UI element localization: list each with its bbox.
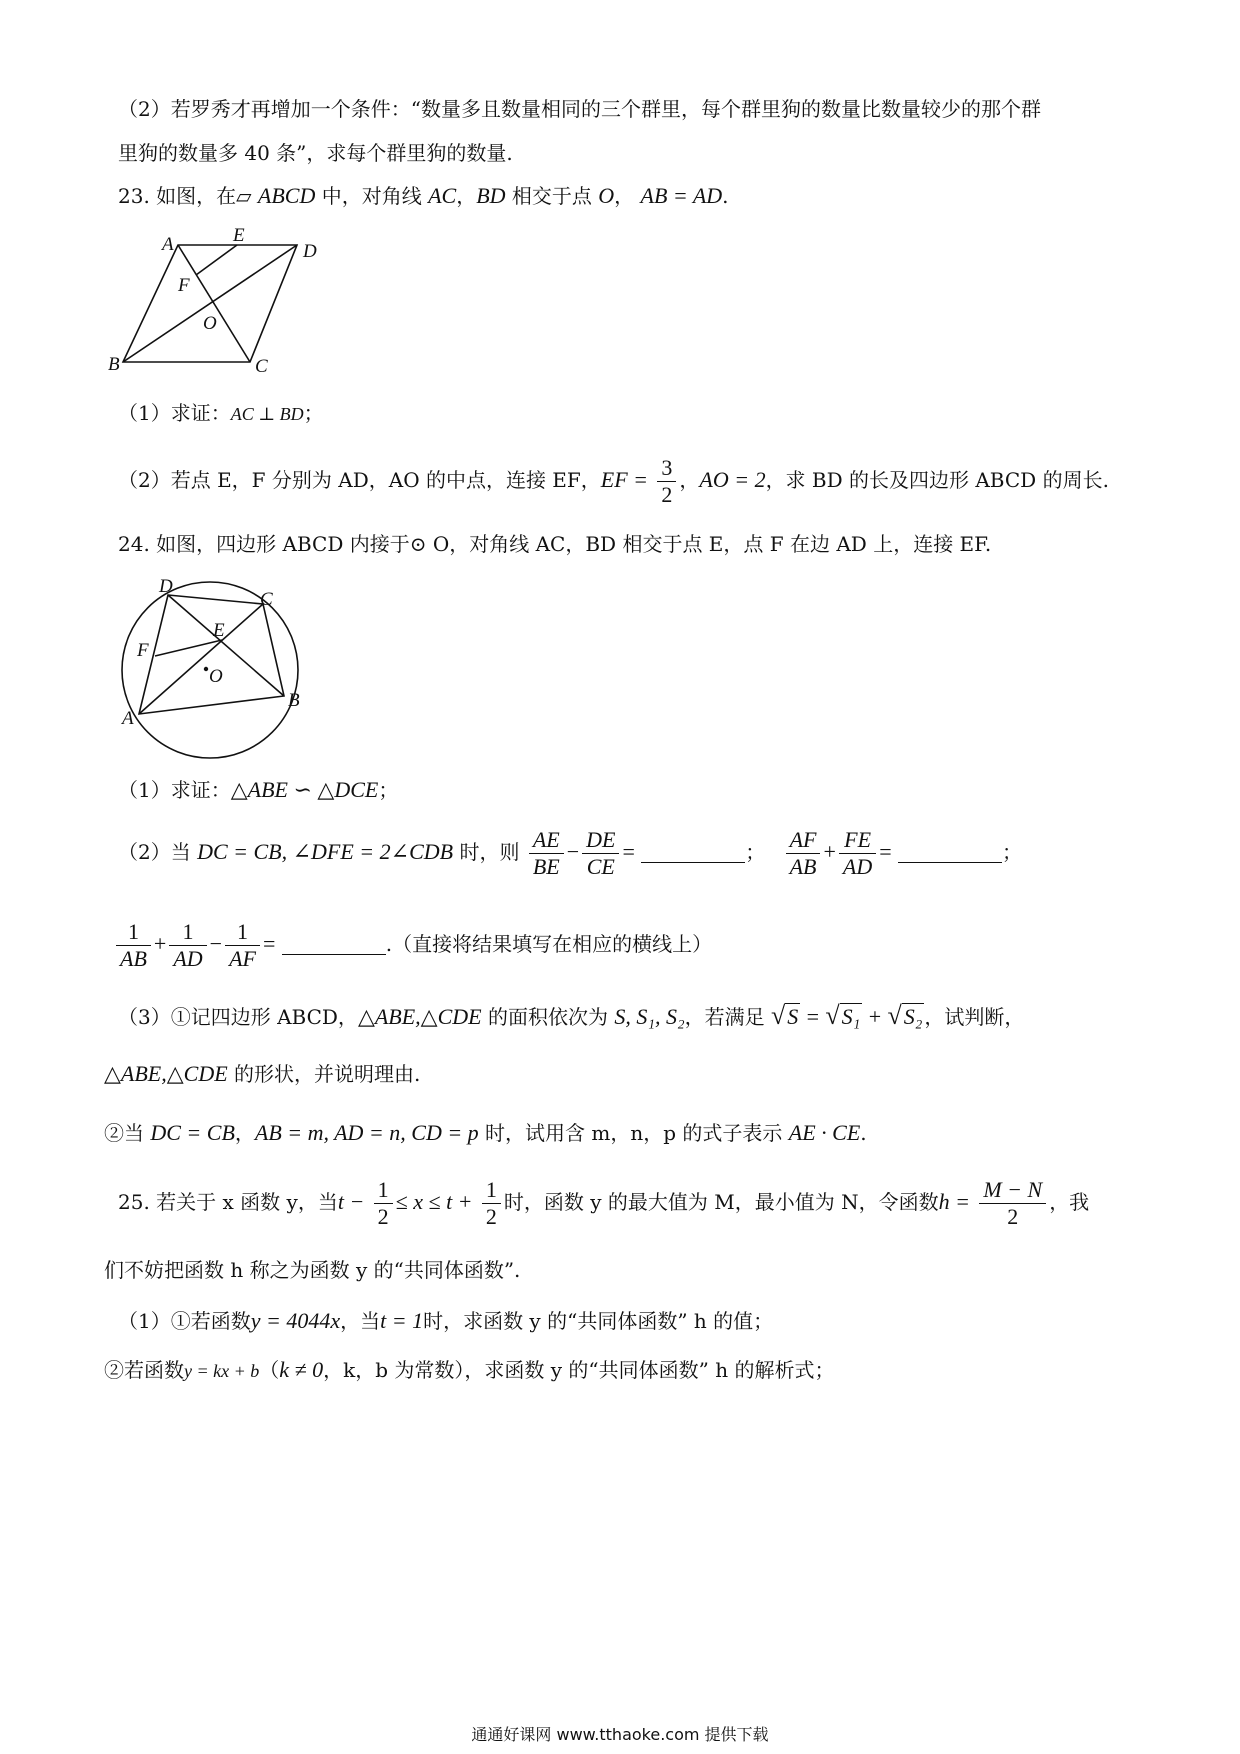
q23-stem <box>118 183 729 209</box>
q25-p2-b: （ <box>259 1358 280 1382</box>
q24-part3-line1 <box>118 1003 1024 1030</box>
q23-mid: 中，对角线 <box>315 184 429 208</box>
label-c: C <box>255 356 268 377</box>
q24-circle-figure <box>112 572 312 762</box>
segment-ef <box>155 640 222 656</box>
q25-p1-c: 时，求函数 y 的“共同体函数” h 的值； <box>423 1309 774 1333</box>
q23-end: . <box>722 184 729 208</box>
label-o: O <box>203 313 217 334</box>
q24-p1-prefix: （1）求证： <box>118 778 231 802</box>
fraction-de-ce <box>582 827 619 880</box>
q25-t1: t − <box>337 1189 365 1214</box>
q23-p2-ao: AO = 2 <box>699 467 766 492</box>
label-f: F <box>178 275 190 296</box>
q24-stem-b: O，对角线 AC，BD 相交于点 E，点 F 在边 AD 上，连接 EF. <box>426 532 992 556</box>
q23-bd: BD <box>476 183 506 208</box>
semicolon: ； <box>1002 840 1023 864</box>
plus-sign: + <box>868 1004 882 1029</box>
q23-condition: AB = AD <box>640 183 723 208</box>
frac-den: BE <box>532 854 560 879</box>
frac-den: 2 <box>1007 1204 1019 1229</box>
label-o: O <box>209 666 223 687</box>
label-b: B <box>108 354 120 375</box>
q24-p2-prefix: （2）当 <box>118 840 198 864</box>
label-e: E <box>213 620 225 641</box>
q25-b: 时，函数 y 的最大值为 M，最小值为 N，令函数 <box>503 1190 939 1214</box>
q24-part3-2 <box>104 1120 867 1146</box>
q23-part2 <box>118 451 1109 509</box>
frac-den: 2 <box>485 1204 497 1229</box>
q23-sep: ， <box>456 184 477 208</box>
q23-p1-end: ； <box>303 401 324 425</box>
q23-p2-b: ， <box>679 468 700 492</box>
frac-den: 2 <box>661 482 673 507</box>
sqrt-s1: √S₁ <box>825 1001 861 1030</box>
frac-den: AB <box>789 854 817 879</box>
q25-p2-a: ②若函数 <box>104 1358 184 1382</box>
frac-den: AD <box>173 946 203 971</box>
q23-p1-math: AC ⊥ BD <box>230 404 304 424</box>
q23-p1-prefix: （1）求证： <box>118 401 231 425</box>
q24-p3-2-a: ②当 <box>104 1121 151 1145</box>
q24-p2-tail: .（直接将结果填写在相应的横线上） <box>385 932 713 956</box>
fraction-half-2 <box>482 1177 501 1230</box>
q23-p2-c: ，求 BD 的长及四边形 ABCD 的周长. <box>765 468 1109 492</box>
q24-p3-d: ，试判断， <box>924 1005 1025 1029</box>
page-footer: 通通好课网 www.tthaoke.com 提供下载 <box>471 1725 769 1744</box>
frac-num: 1 <box>116 919 151 946</box>
label-e: E <box>233 225 245 246</box>
fraction-fe-ad <box>839 827 876 880</box>
q22-part2-line1: （2）若罗秀才再增加一个条件：“数量多且数量相同的三个群里，每个群里狗的数量比数量较少的那个群 <box>118 97 1041 121</box>
q24-part3-line2 <box>104 1061 420 1087</box>
fraction-af-ab <box>786 827 821 880</box>
equals-sign: = <box>262 931 276 956</box>
fraction-3-over-2 <box>657 455 676 508</box>
frac-num: 1 <box>482 1177 501 1204</box>
q24-p3-2-vals: AB = m, AD = n, CD = p <box>254 1120 479 1145</box>
q25-p1-a: （1）①若函数 <box>118 1309 251 1333</box>
circle-symbol: ⊙ <box>409 532 427 556</box>
frac-num: M − N <box>979 1177 1046 1204</box>
fraction-1-ad <box>169 919 206 972</box>
q24-p3-2-b: ， <box>234 1121 255 1145</box>
label-d: D <box>303 241 317 262</box>
q25-a: 25. 若关于 x 函数 y，当 <box>118 1190 338 1214</box>
diagonal-bd <box>123 245 297 362</box>
label-d: D <box>159 576 173 597</box>
q24-p3-2-c: 时，试用含 m，n，p 的式子表示 <box>478 1121 789 1145</box>
q23-part1 <box>118 400 324 427</box>
equals-sign: = <box>806 1004 820 1029</box>
q24-p3-tri: △ABE,△CDE <box>357 1004 482 1029</box>
q24-part2-line2 <box>113 912 712 976</box>
q25-p2-c: ，k，b 为常数），求函数 y 的“共同体函数” h 的解析式； <box>323 1358 835 1382</box>
q24-stem <box>118 531 991 557</box>
fraction-1-af <box>225 919 260 972</box>
frac-num: AE <box>529 827 564 854</box>
q25-h-eq: h = <box>938 1189 970 1214</box>
q23-quad: ABCD <box>257 183 316 208</box>
q23-p2-ef: EF = <box>600 467 649 492</box>
q23-meet: 相交于点 <box>505 184 599 208</box>
q22-part2-line2: 里狗的数量多 40 条”，求每个群里狗的数量. <box>118 141 513 165</box>
label-a: A <box>122 708 134 729</box>
q25-p1-b: ，当 <box>340 1309 381 1333</box>
equals-sign: = <box>622 839 635 864</box>
frac-num: DE <box>582 827 619 854</box>
frac-num: AF <box>786 827 821 854</box>
q24-p3-c: ，若满足 <box>684 1005 765 1029</box>
q25-mid: ≤ x ≤ t + <box>395 1189 473 1214</box>
q24-part1 <box>118 777 398 803</box>
q23-parallelogram-figure <box>100 225 350 380</box>
q24-p1-end: ； <box>378 778 399 802</box>
q24-p3-2-cond: DC = CB <box>150 1120 235 1145</box>
diagonal-ac <box>139 604 263 714</box>
center-dot <box>204 667 208 671</box>
q25-c: ，我 <box>1049 1190 1090 1214</box>
frac-den: AB <box>120 946 147 971</box>
answer-blank-3[interactable] <box>282 936 386 955</box>
sqrt-s2-radicand: S₂ <box>903 1004 923 1029</box>
plus-sign: + <box>153 931 167 956</box>
fraction-ae-be <box>529 827 564 880</box>
answer-blank-2[interactable] <box>898 844 1002 863</box>
label-c: C <box>260 589 273 610</box>
frac-num: FE <box>839 827 876 854</box>
q25-p2-k: k ≠ 0 <box>279 1357 324 1382</box>
q24-p3-s: S, S₁, S₂ <box>614 1004 685 1029</box>
frac-num: 3 <box>657 455 676 482</box>
label-a: A <box>162 234 174 255</box>
label-f: F <box>137 640 149 661</box>
sqrt-s: √S <box>770 1001 799 1030</box>
frac-num: 1 <box>169 919 206 946</box>
q23-p2-a: （2）若点 E，F 分别为 AD，AO 的中点，连接 EF， <box>118 468 601 492</box>
frac-den: 2 <box>377 1204 389 1229</box>
parallelogram-symbol: ▱ <box>236 184 252 208</box>
q24-p3-2-expr: AE · CE <box>788 1120 861 1145</box>
minus-sign: − <box>209 931 223 956</box>
fraction-1-ab <box>116 919 151 972</box>
q25-p1-fn: y = 4044x <box>250 1308 341 1333</box>
q24-p3-line2-tri: △ABE,△CDE <box>104 1061 228 1086</box>
frac-den: AF <box>229 946 256 971</box>
q25-p2-fn: y = kx + b <box>184 1361 260 1381</box>
q24-p2-then: 时，则 <box>453 840 520 864</box>
q23-prefix: 23. 如图，在 <box>118 184 237 208</box>
q25-part1 <box>118 1308 773 1334</box>
q23-o: O <box>598 183 615 208</box>
q24-p3-2-end: . <box>860 1121 867 1145</box>
q24-p3-line2: 的形状，并说明理由. <box>227 1062 421 1086</box>
sqrt-s2: √S₂ <box>887 1001 923 1030</box>
frac-num: 1 <box>225 919 260 946</box>
q24-stem-a: 24. 如图，四边形 ABCD 内接于 <box>118 532 410 556</box>
q25-stem <box>118 1170 1089 1234</box>
q24-p1-math: △ABE ∽ △DCE <box>230 777 379 802</box>
q25-part1-2 <box>104 1357 834 1384</box>
label-b: B <box>288 690 300 711</box>
diagonal-bd <box>168 595 284 696</box>
q24-p2-cond: DC = CB, ∠DFE = 2∠CDB <box>197 839 454 864</box>
answer-blank-1[interactable] <box>641 844 745 863</box>
q23-ac: AC <box>428 183 457 208</box>
frac-den: AD <box>842 854 873 879</box>
semicolon: ； <box>745 840 766 864</box>
q24-part2-line1 <box>118 820 1022 884</box>
equals-sign: = <box>879 839 892 864</box>
fraction-half-1 <box>374 1177 393 1230</box>
frac-den: CE <box>586 854 615 879</box>
segment-ef <box>196 245 237 275</box>
q25-line2: 们不妨把函数 h 称之为函数 y 的“共同体函数”. <box>104 1258 521 1282</box>
sqrt-s1-radicand: S₁ <box>841 1004 861 1029</box>
sqrt-s-radicand: S <box>787 1004 799 1029</box>
minus-sign: − <box>566 839 580 864</box>
q24-p3-a: （3）①记四边形 ABCD， <box>118 1005 358 1029</box>
fraction-m-minus-n <box>979 1177 1046 1230</box>
q23-comma: ， <box>614 184 635 208</box>
plus-sign: + <box>823 839 836 864</box>
q25-p1-t: t = 1 <box>380 1308 424 1333</box>
frac-num: 1 <box>374 1177 393 1204</box>
q24-p3-b: 的面积依次为 <box>481 1005 615 1029</box>
